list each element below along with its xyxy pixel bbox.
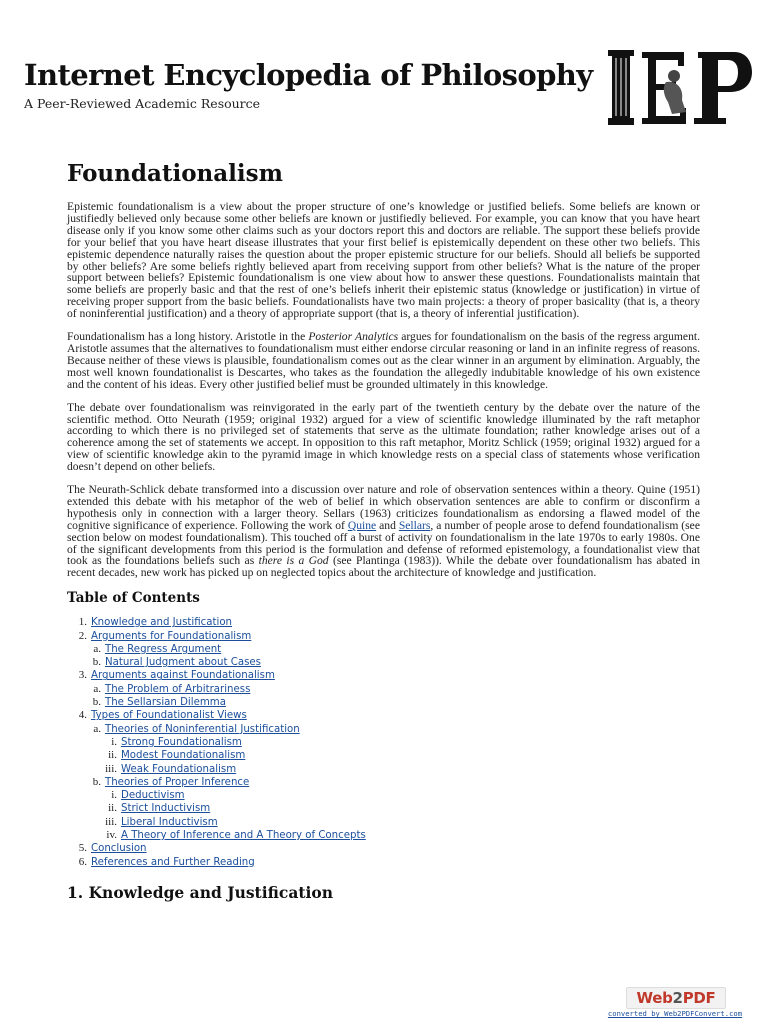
p4-italic: there is a God [258,554,329,568]
toc-item[interactable] [67,656,700,669]
toc-item[interactable] [67,802,700,815]
toc-item-number: iii. [105,762,117,775]
toc-item-link[interactable]: Conclusion [91,843,147,855]
toc-item-number: 6. [78,855,87,868]
toc-item-link[interactable]: Strict Inductivism [121,803,211,815]
toc-item-link[interactable]: The Sellarsian Dilemma [105,697,226,709]
toc-item-number: ii. [108,749,117,762]
toc-item[interactable] [67,856,700,869]
paragraph-1: Epistemic foundationalism is a view about the proper structure of one’s knowledge or justified beliefs. Some beliefs are known or justifiedly believed only because some other beliefs are known or justifiedly believed. For example, you can know that you have heart disease only if you know some other claims such as your doctors report this and doctors are reliable. The support these beliefs provide for your belief that you have heart disease illustrates that your first belief is epistemically dependent on these other two beliefs. This epistemic dependence naturally raises the question about the proper epistemic structure for our beliefs. Should all beliefs be supported by other beliefs? Are some beliefs rightly believed apart from receiving support from other beliefs? What is the nature of the proper support between beliefs? Epistemic foundationalism is one view about how to answer these questions. Foundationalists maintain that some beliefs are properly basic and that the rest of one’s beliefs inherit their epistemic status (knowledge or justification) in virtue of receiving proper support from the basic beliefs. Foundationalists have two main projects: a theory of proper basicality (that is, a theory of noninferential justification) and a theory of appropriate support (that is, a theory of inferential justification). [67,200,700,321]
toc-item[interactable] [67,816,700,829]
toc-item-link[interactable]: Theories of Proper Inference [105,776,250,788]
toc-item[interactable] [67,669,700,682]
toc-item[interactable] [67,683,700,696]
toc-item-number: a. [93,722,101,735]
toc-item-number: a. [93,642,101,655]
toc-item[interactable] [67,842,700,855]
table-of-contents [67,616,700,869]
toc-item[interactable] [67,776,700,789]
toc-item[interactable] [67,763,700,776]
toc-item[interactable] [67,696,700,709]
p2-text-a: Foundationalism has a long history. Aristotle in the [67,330,309,344]
section-1-heading: 1. Knowledge and Justification [67,882,334,902]
sellars-link[interactable]: Sellars [398,518,431,532]
toc-item-link[interactable]: Arguments for Foundationalism [91,630,252,642]
toc-item-link[interactable]: Arguments against Foundationalism [91,670,275,682]
toc-item-number: b. [92,656,101,669]
toc-item-number: b. [92,696,101,709]
web2pdf-logo [626,987,726,1009]
toc-item-number: i. [111,735,117,748]
p4-text-c: , a number of people arose to defend foundationalism (see section below on modest foundationalism). This touched off a burst of activity on foundationalism in the late 1970s to early 1980s. One of the significant developments from this period is the formulation and defense of reformed epistemology, a foundationalist view that took as the foundations beliefs such as [67,518,700,568]
logo-2: 2 [672,989,683,1007]
toc-item[interactable] [67,616,700,629]
paragraph-4 [67,484,700,579]
toc-item-link[interactable]: Weak Foundationalism [121,763,237,775]
toc-item[interactable] [67,643,700,656]
toc-item-link[interactable]: A Theory of Inference and A Theory of Concepts [121,830,366,842]
toc-item[interactable] [67,709,700,722]
paragraph-2 [67,331,700,391]
p4-text-a: The Neurath-Schlick debate transformed into a discussion over nature and role of observation sentences within a theory. Quine (1951) extended this debate with his metaphor of the web of belief in which observation sentences are able to confirm or disconfirm a hypothesis only in connection with a larger theory. Sellars (1963) criticizes foundationalism as endorsing a flawed model of the cognitive significance of experience. Following the work of [67,483,700,532]
p4-text-b: and [376,518,399,532]
toc-item-link[interactable]: Liberal Inductivism [121,816,218,828]
toc-item-link[interactable]: Deductivism [121,790,185,802]
toc-item-number: iii. [105,815,117,828]
paragraph-3: The debate over foundationalism was reinvigorated in the early part of the twentieth century by the debate over the nature of the scientific method. Otto Neurath (1959; original 1932) argued for a view of scientific knowledge illuminated by the raft metaphor according to which there is no privileged set of statements that serve as the ultimate foundation; rather knowledge arises out of a coherence among the set of statements we accept. In opposition to this raft metaphor, Moritz Schlick (1959; original 1932) argued for a view of scientific knowledge akin to the pyramid image in which knowledge rests on a special class of statements whose verification doesn’t depend on other beliefs. [67,400,700,474]
toc-item-link[interactable]: Modest Foundationalism [121,750,246,762]
toc-item-number: 4. [78,709,87,722]
p2-italic-title: Posterior Analytics [308,330,399,344]
masthead [24,56,754,128]
web2pdf-caption-link[interactable]: converted by Web2PDFConvert.com [607,1009,743,1018]
toc-item-link[interactable]: The Regress Argument [105,643,222,655]
logo-pdf: PDF [682,989,716,1007]
p2-text-b: argues for foundationalism on the basis of the regress argument. Aristotle assumes that the alternatives to foundationalism must either endorse circular reasoning or land in an infinite regress of reasons. Because neither of these views is plausible, foundationalism comes out as the clear winner in an argument by elimination. Arguably, the most well known foundationalist is Descartes, who takes as the foundation the allegedly indubitable knowledge of his own existence and the content of his ideas. Every other justified belief must be grounded ultimately in this knowledge. [67,330,700,391]
toc-item-link[interactable]: Theories of Noninferential Justification [105,723,300,735]
toc-item[interactable] [67,630,700,643]
toc-item-number: a. [93,682,101,695]
toc-item[interactable] [67,829,700,842]
toc-item[interactable] [67,749,700,762]
toc-item-number: 1. [78,616,87,629]
site-title: Internet Encyclopedia of Philosophy [24,58,593,92]
toc-item-number: 3. [78,669,87,682]
logo-web: Web [636,989,673,1007]
iep-logo[interactable] [606,46,754,130]
toc-item-link[interactable]: Types of Foundationalist Views [91,710,247,722]
toc-item-number: iv. [106,829,117,842]
toc-item-number: ii. [108,802,117,815]
article-title: Foundationalism [67,160,283,187]
toc-item-link[interactable]: Natural Judgment about Cases [105,657,261,669]
p4-text-d: (see Plantinga (1983)). While the debate over foundationalism has abated in recent decades, new work has picked up on neglected topics about the architecture of knowledge and justification. [67,554,700,580]
article [67,160,700,902]
toc-item-number: b. [92,775,101,788]
toc-item[interactable] [67,789,700,802]
toc-item[interactable] [67,723,700,736]
toc-item[interactable] [67,736,700,749]
web2pdf-badge[interactable] [600,987,750,1021]
toc-heading: Table of Contents [67,590,200,607]
toc-item-number: 2. [78,629,87,642]
quine-link[interactable]: Quine [347,518,377,532]
toc-item-link[interactable]: Strong Foundationalism [121,736,242,748]
toc-item-number: 5. [78,842,87,855]
toc-item-link[interactable]: References and Further Reading [91,856,255,868]
toc-item-link[interactable]: The Problem of Arbitrariness [105,683,251,695]
toc-item-number: i. [111,789,117,802]
site-subtitle: A Peer-Reviewed Academic Resource [24,96,261,111]
toc-item-link[interactable]: Knowledge and Justification [91,617,233,629]
